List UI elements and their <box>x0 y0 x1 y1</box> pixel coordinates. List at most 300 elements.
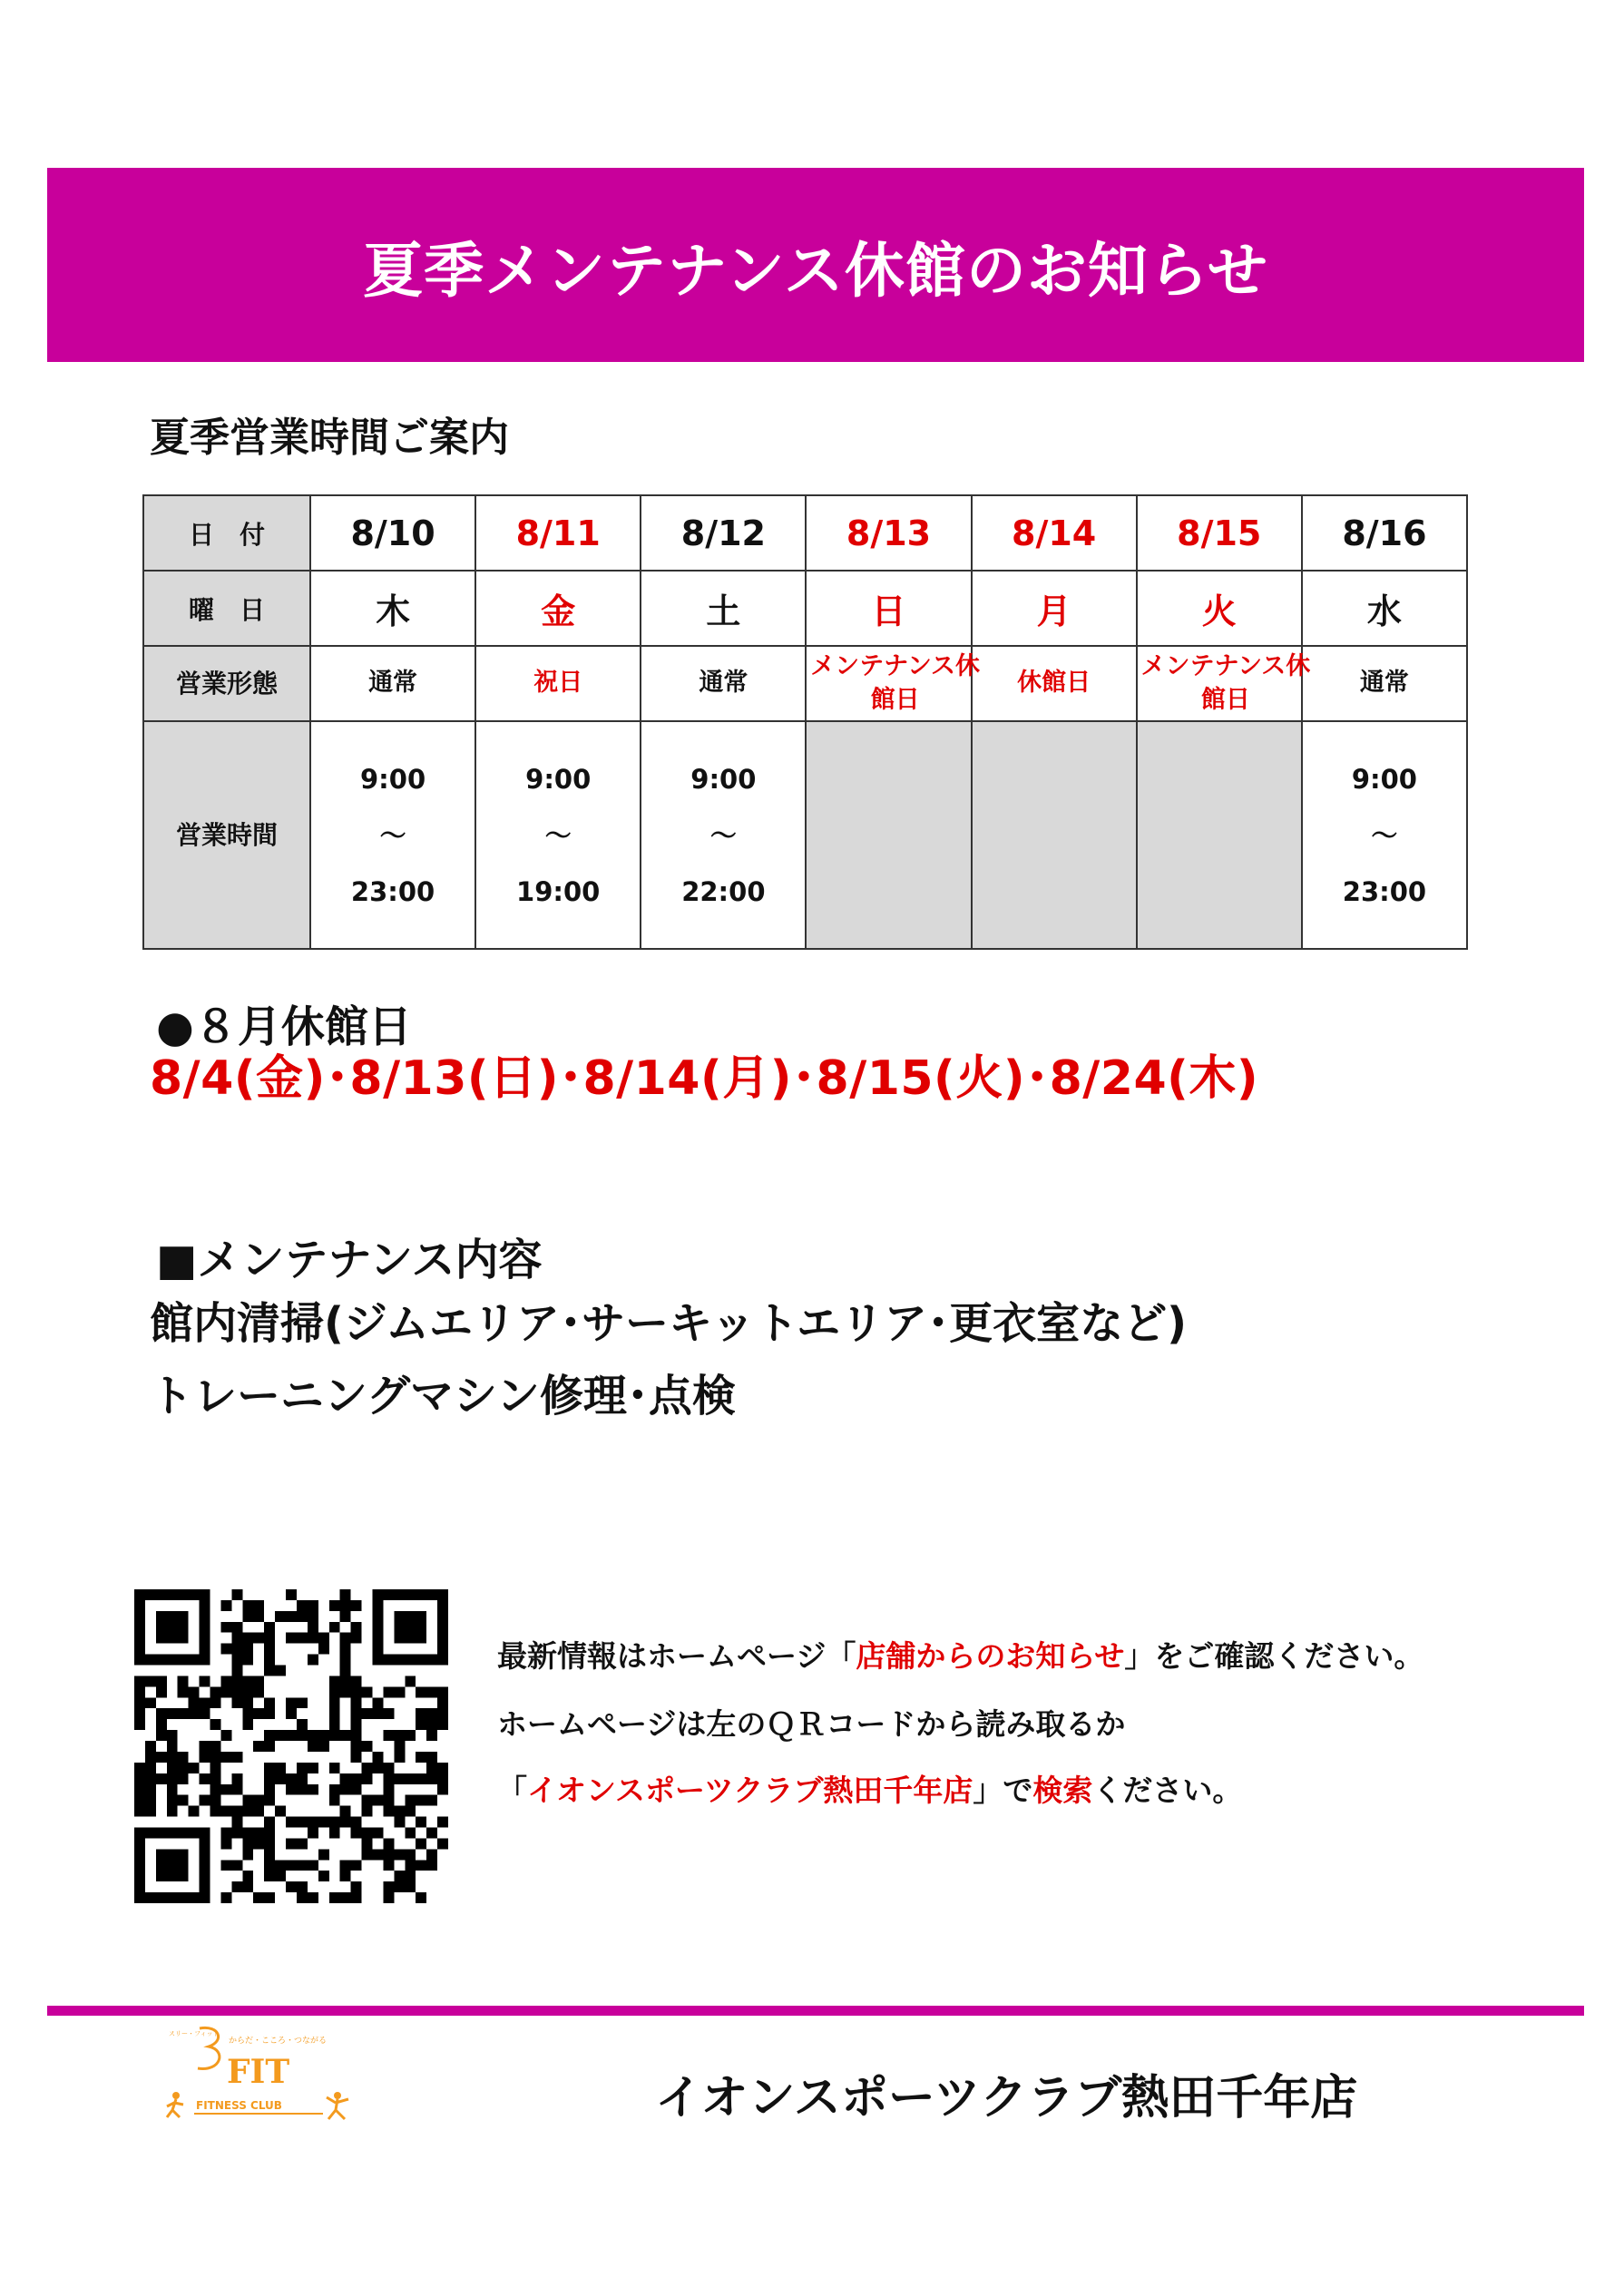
qr-module <box>329 1719 340 1730</box>
3fit-logo <box>163 2023 354 2127</box>
qr-module <box>394 1633 405 1644</box>
qr-module <box>242 1600 253 1611</box>
qr-module <box>426 1773 437 1784</box>
hours-table <box>142 494 1468 950</box>
qr-module <box>340 1600 351 1611</box>
qr-module <box>426 1589 437 1600</box>
header-dow: 曜 日 <box>143 571 310 646</box>
qr-module <box>416 1860 426 1871</box>
qr-module <box>383 1849 394 1860</box>
qr-module <box>134 1697 145 1708</box>
qr-module <box>156 1589 167 1600</box>
qr-module <box>416 1622 426 1633</box>
qr-module <box>405 1806 416 1817</box>
open-time: 9:00 <box>690 763 757 795</box>
qr-module <box>200 1752 210 1763</box>
qr-module <box>167 1730 178 1741</box>
qr-module <box>156 1633 167 1644</box>
qr-module <box>405 1860 416 1871</box>
qr-module <box>308 1730 318 1741</box>
qr-module <box>426 1827 437 1838</box>
qr-module <box>308 1655 318 1666</box>
qr-module <box>308 1817 318 1828</box>
qr-module <box>394 1589 405 1600</box>
qr-module <box>329 1600 340 1611</box>
qr-module <box>134 1806 145 1817</box>
qr-module <box>372 1697 383 1708</box>
cell-type: 通常 <box>1302 646 1467 721</box>
qr-module <box>178 1655 189 1666</box>
qr-module <box>231 1644 242 1655</box>
qr-module <box>362 1827 373 1838</box>
qr-module <box>372 1827 383 1838</box>
qr-module <box>286 1611 297 1622</box>
qr-module <box>167 1773 178 1784</box>
qr-module <box>383 1784 394 1795</box>
qr-module <box>275 1611 286 1622</box>
qr-module <box>178 1676 189 1686</box>
qr-module <box>178 1892 189 1903</box>
qr-module <box>231 1589 242 1600</box>
qr-module <box>264 1666 275 1676</box>
logo-tagline: からだ・こころ・つながる <box>229 2037 328 2046</box>
qr-module <box>189 1589 200 1600</box>
qr-module <box>286 1817 297 1828</box>
qr-module <box>156 1730 167 1741</box>
qr-module <box>318 1741 329 1752</box>
qr-module <box>264 1860 275 1871</box>
qr-module <box>200 1741 210 1752</box>
qr-module <box>189 1806 200 1817</box>
qr-module <box>275 1871 286 1881</box>
hours-subtitle: 夏季営業時間ご案内 <box>150 415 509 461</box>
qr-module <box>134 1763 145 1773</box>
qr-module <box>231 1633 242 1644</box>
qr-module <box>426 1763 437 1773</box>
qr-module <box>167 1860 178 1871</box>
qr-module <box>167 1763 178 1773</box>
qr-module <box>297 1730 308 1741</box>
qr-module <box>362 1838 373 1849</box>
qr-module <box>416 1611 426 1622</box>
cell-hours <box>1302 721 1467 949</box>
qr-module <box>351 1719 362 1730</box>
qr-module <box>167 1849 178 1860</box>
qr-module <box>156 1773 167 1784</box>
qr-module <box>220 1676 231 1686</box>
qr-module <box>340 1633 351 1644</box>
info-text: 「 <box>497 1773 527 1808</box>
qr-module <box>318 1817 329 1828</box>
qr-module <box>178 1611 189 1622</box>
qr-module <box>167 1806 178 1817</box>
qr-module <box>275 1773 286 1784</box>
qr-module <box>416 1633 426 1644</box>
qr-module <box>145 1806 156 1817</box>
qr-module <box>297 1817 308 1828</box>
qr-module <box>297 1763 308 1773</box>
cell-dow: 月 <box>972 571 1137 646</box>
qr-module <box>383 1686 394 1697</box>
qr-module <box>210 1686 221 1697</box>
qr-module <box>264 1708 275 1719</box>
qr-module <box>200 1773 210 1784</box>
qr-module <box>210 1719 221 1730</box>
cell-dow: 水 <box>1302 571 1467 646</box>
qr-module <box>210 1795 221 1806</box>
qr-module <box>362 1806 373 1817</box>
cell-dow: 日 <box>806 571 971 646</box>
qr-module <box>178 1752 189 1763</box>
qr-module <box>156 1892 167 1903</box>
qr-module <box>405 1773 416 1784</box>
qr-module <box>340 1686 351 1697</box>
qr-module <box>416 1589 426 1600</box>
qr-module <box>231 1817 242 1828</box>
cell-hours-closed <box>1137 721 1302 949</box>
qr-module <box>210 1697 221 1708</box>
qr-module <box>308 1600 318 1611</box>
qr-module <box>200 1644 210 1655</box>
qr-module <box>220 1838 231 1849</box>
qr-module <box>362 1741 373 1752</box>
qr-module <box>308 1633 318 1644</box>
runner-icon <box>172 2092 180 2099</box>
qr-module <box>372 1633 383 1644</box>
qr-module <box>200 1860 210 1871</box>
qr-module <box>200 1871 210 1881</box>
qr-module <box>372 1795 383 1806</box>
qr-module <box>145 1784 156 1795</box>
qr-module <box>242 1611 253 1622</box>
qr-module <box>394 1871 405 1881</box>
qr-module <box>362 1763 373 1773</box>
qr-module <box>178 1871 189 1881</box>
qr-module <box>297 1860 308 1871</box>
qr-module <box>437 1763 448 1773</box>
qr-module <box>340 1611 351 1622</box>
qr-module <box>372 1655 383 1666</box>
qr-module <box>134 1871 145 1881</box>
qr-module <box>275 1763 286 1773</box>
qr-module <box>275 1730 286 1741</box>
qr-module <box>242 1806 253 1817</box>
qr-module <box>351 1622 362 1633</box>
qr-module <box>394 1849 405 1860</box>
qr-module <box>362 1708 373 1719</box>
qr-module <box>253 1676 264 1686</box>
qr-module <box>220 1622 231 1633</box>
qr-module <box>394 1817 405 1828</box>
maintenance-item: 館内清掃(ジムエリア･サーキットエリア･更衣室など) <box>150 1298 1188 1349</box>
qr-module <box>264 1697 275 1708</box>
qr-module <box>286 1697 297 1708</box>
qr-module <box>134 1881 145 1892</box>
qr-module <box>200 1655 210 1666</box>
qr-module <box>253 1806 264 1817</box>
qr-module <box>416 1795 426 1806</box>
qr-module <box>383 1773 394 1784</box>
qr-module <box>242 1795 253 1806</box>
qr-module <box>308 1827 318 1838</box>
qr-module <box>210 1752 221 1763</box>
header-date: 日 付 <box>143 495 310 571</box>
qr-module <box>145 1741 156 1752</box>
qr-module <box>156 1622 167 1633</box>
qr-module <box>134 1589 145 1600</box>
qr-module <box>253 1633 264 1644</box>
qr-module <box>145 1827 156 1838</box>
qr-module <box>340 1730 351 1741</box>
qr-module <box>383 1838 394 1849</box>
qr-module <box>264 1644 275 1655</box>
cell-dow: 木 <box>310 571 475 646</box>
qr-module <box>167 1708 178 1719</box>
qr-module <box>178 1773 189 1784</box>
qr-module <box>189 1763 200 1773</box>
qr-module <box>286 1784 297 1795</box>
qr-module <box>134 1773 145 1784</box>
maintenance-heading: ■メンテナンス内容 <box>156 1235 543 1285</box>
qr-module <box>416 1708 426 1719</box>
qr-module <box>220 1600 231 1611</box>
qr-module <box>437 1644 448 1655</box>
table-row-date <box>143 495 1467 571</box>
qr-module <box>200 1708 210 1719</box>
qr-module <box>308 1622 318 1633</box>
qr-module <box>200 1849 210 1860</box>
qr-module <box>340 1655 351 1666</box>
qr-module <box>242 1838 253 1849</box>
qr-module <box>329 1686 340 1697</box>
qr-module <box>351 1827 362 1838</box>
qr-module <box>437 1817 448 1828</box>
qr-module <box>200 1697 210 1708</box>
qr-module <box>340 1589 351 1600</box>
qr-module <box>134 1849 145 1860</box>
qr-module <box>264 1622 275 1633</box>
qr-module <box>426 1860 437 1871</box>
qr-module <box>253 1827 264 1838</box>
qr-module <box>231 1806 242 1817</box>
qr-module <box>178 1860 189 1871</box>
cell-date: 8/10 <box>310 495 475 571</box>
qr-module <box>329 1622 340 1633</box>
qr-module <box>242 1655 253 1666</box>
qr-module <box>167 1752 178 1763</box>
qr-module <box>351 1892 362 1903</box>
qr-module <box>242 1881 253 1892</box>
qr-module <box>145 1795 156 1806</box>
qr-module <box>134 1708 145 1719</box>
qr-module <box>156 1849 167 1860</box>
logo-caption: FITNESS CLUB <box>196 2099 282 2112</box>
qr-module <box>362 1849 373 1860</box>
qr-module <box>437 1773 448 1784</box>
qr-module <box>264 1838 275 1849</box>
qr-module <box>134 1622 145 1633</box>
qr-module <box>220 1644 231 1655</box>
qr-module <box>242 1686 253 1697</box>
qr-module <box>178 1686 189 1697</box>
qr-module <box>275 1806 286 1817</box>
qr-module <box>372 1644 383 1655</box>
qr-module <box>405 1827 416 1838</box>
qr-module <box>362 1795 373 1806</box>
cell-hours <box>641 721 806 949</box>
qr-module <box>340 1892 351 1903</box>
qr-module <box>329 1676 340 1686</box>
qr-module <box>329 1892 340 1903</box>
qr-module <box>372 1849 383 1860</box>
qr-module <box>383 1708 394 1719</box>
qr-module <box>264 1741 275 1752</box>
qr-module <box>253 1892 264 1903</box>
qr-module <box>351 1633 362 1644</box>
qr-module <box>134 1611 145 1622</box>
cell-date: 8/15 <box>1137 495 1302 571</box>
jumper-icon-body <box>327 2097 348 2119</box>
info-link-notice[interactable]: 店舗からのお知らせ <box>856 1638 1125 1674</box>
qr-module <box>372 1752 383 1763</box>
qr-module <box>189 1686 200 1697</box>
qr-module <box>383 1860 394 1871</box>
qr-module <box>416 1655 426 1666</box>
qr-module <box>308 1741 318 1752</box>
qr-module <box>329 1708 340 1719</box>
qr-module <box>437 1589 448 1600</box>
qr-module <box>405 1676 416 1686</box>
qr-module <box>426 1708 437 1719</box>
qr-module <box>340 1817 351 1828</box>
qr-module <box>264 1773 275 1784</box>
qr-module <box>156 1827 167 1838</box>
close-time: 19:00 <box>516 875 601 907</box>
qr-module <box>167 1795 178 1806</box>
qr-module <box>220 1827 231 1838</box>
qr-module <box>351 1730 362 1741</box>
qr-module <box>220 1686 231 1697</box>
qr-module <box>340 1806 351 1817</box>
qr-module <box>426 1795 437 1806</box>
info-text: ください。 <box>1092 1773 1243 1808</box>
qr-module <box>394 1752 405 1763</box>
qr-module <box>340 1860 351 1871</box>
qr-module <box>253 1838 264 1849</box>
qr-module <box>220 1784 231 1795</box>
qr-module <box>210 1806 221 1817</box>
qr-module <box>318 1871 329 1881</box>
qr-module <box>145 1676 156 1686</box>
qr-module <box>134 1795 145 1806</box>
qr-module <box>405 1871 416 1881</box>
qr-module <box>264 1871 275 1881</box>
qr-module <box>351 1860 362 1871</box>
cell-type <box>806 646 981 721</box>
qr-module <box>405 1611 416 1622</box>
qr-module <box>297 1697 308 1708</box>
qr-module <box>297 1611 308 1622</box>
table-row-hours <box>143 721 1467 949</box>
info-line: ホームページは左のＱＲコードから読み取るか <box>497 1706 1126 1742</box>
qr-module <box>167 1589 178 1600</box>
qr-module <box>437 1697 448 1708</box>
qr-module <box>394 1611 405 1622</box>
qr-module <box>253 1795 264 1806</box>
qr-module <box>134 1686 145 1697</box>
time-separator: ～ <box>544 819 572 851</box>
close-time: 22:00 <box>681 875 766 907</box>
qr-module <box>231 1697 242 1708</box>
qr-module <box>351 1697 362 1708</box>
qr-module <box>426 1752 437 1763</box>
qr-module <box>372 1600 383 1611</box>
open-time: 9:00 <box>1351 763 1417 795</box>
qr-module <box>394 1806 405 1817</box>
qr-module <box>383 1763 394 1773</box>
qr-module <box>156 1676 167 1686</box>
cell-hours-closed <box>806 721 971 949</box>
qr-module <box>134 1827 145 1838</box>
qr-module <box>231 1622 242 1633</box>
qr-module <box>231 1655 242 1666</box>
qr-module <box>318 1644 329 1655</box>
qr-module <box>351 1600 362 1611</box>
info-search-term: イオンスポーツクラブ熱田千年店 <box>527 1773 973 1808</box>
qr-module <box>134 1633 145 1644</box>
cell-date: 8/16 <box>1302 495 1467 571</box>
qr-module <box>145 1697 156 1708</box>
qr-module <box>308 1763 318 1773</box>
cell-dow: 金 <box>475 571 641 646</box>
club-name: イオンスポーツクラブ熱田千年店 <box>655 2071 1358 2125</box>
qr-module <box>405 1849 416 1860</box>
qr-module <box>200 1795 210 1806</box>
qr-module <box>362 1773 373 1784</box>
qr-module <box>437 1622 448 1633</box>
qr-module <box>200 1622 210 1633</box>
qr-module <box>210 1741 221 1752</box>
qr-module <box>134 1676 145 1686</box>
qr-module <box>286 1881 297 1892</box>
qr-module <box>145 1892 156 1903</box>
info-text: 」で <box>973 1773 1033 1808</box>
qr-module <box>329 1795 340 1806</box>
qr-module <box>178 1795 189 1806</box>
qr-module <box>231 1666 242 1676</box>
qr-module <box>134 1838 145 1849</box>
qr-module <box>134 1644 145 1655</box>
qr-module <box>156 1611 167 1622</box>
qr-module <box>145 1655 156 1666</box>
qr-module <box>372 1611 383 1622</box>
qr-module <box>416 1752 426 1763</box>
qr-module <box>220 1806 231 1817</box>
qr-module <box>264 1633 275 1644</box>
qr-module <box>242 1633 253 1644</box>
qr-module <box>242 1827 253 1838</box>
qr-module <box>200 1611 210 1622</box>
qr-module <box>178 1763 189 1773</box>
qr-code[interactable] <box>134 1589 448 1903</box>
cell-dow: 土 <box>641 571 806 646</box>
qr-module <box>351 1741 362 1752</box>
qr-module <box>416 1838 426 1849</box>
qr-module <box>372 1763 383 1773</box>
open-time: 9:00 <box>360 763 426 795</box>
qr-module <box>200 1881 210 1892</box>
qr-module <box>231 1686 242 1697</box>
